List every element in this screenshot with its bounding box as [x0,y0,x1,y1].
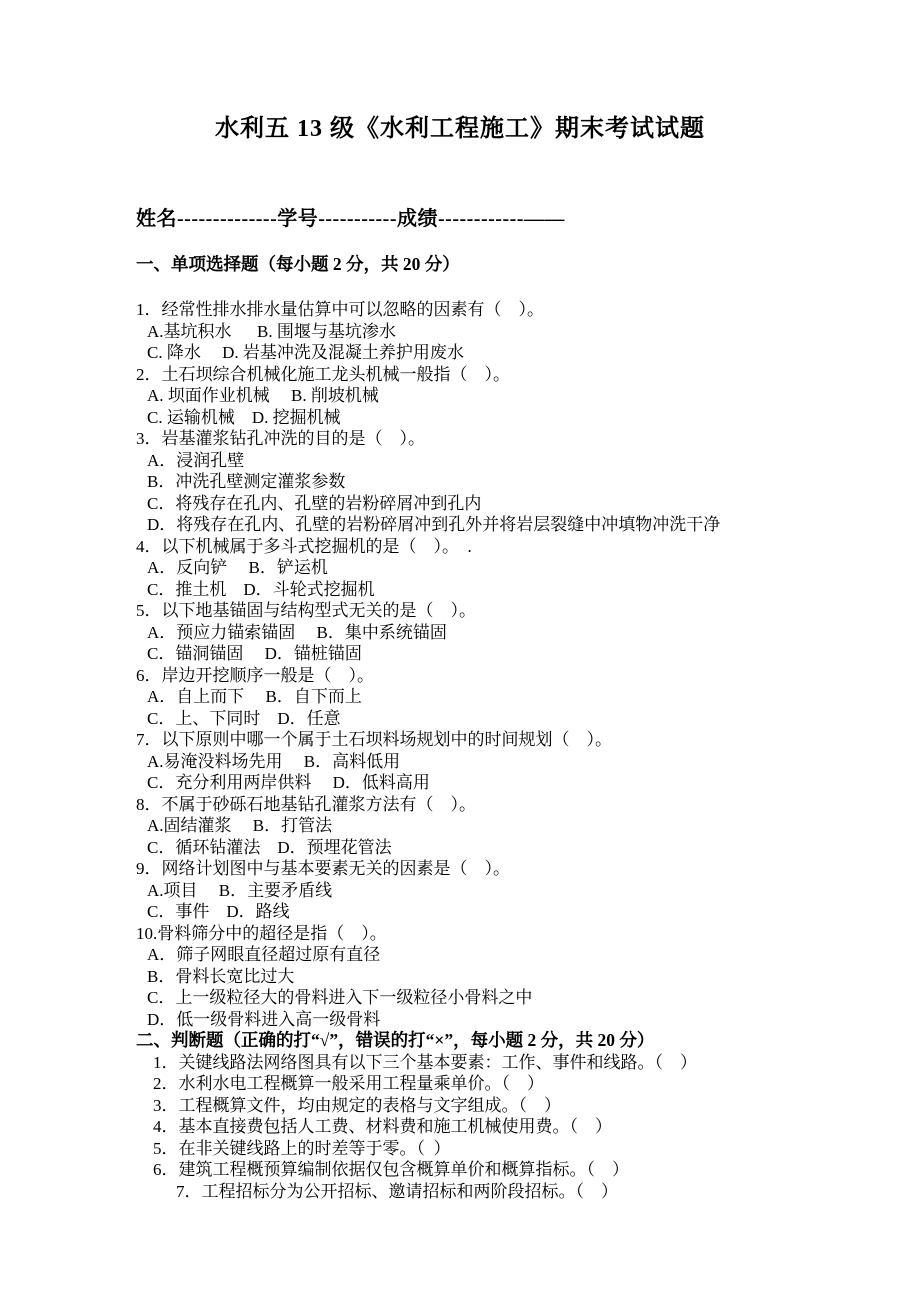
tf-item-1: 1．关键线路法网络图具有以下三个基本要素：工作、事件和线路。（ ） [153,1052,697,1072]
question-7-options-cd: C．充分利用两岸供料 D．低料高用 [147,773,430,792]
question-5-stem: 5．以下地基锚固与结构型式无关的是（ ）。 [136,601,476,620]
question-3-option-d: D．将残存在孔内、孔壁的岩粉碎屑冲到孔外并将岩层裂缝中冲填物冲洗干净 [147,515,721,534]
question-4-stem: 4．以下机械属于多斗式挖掘机的是（ ）。 . [136,536,472,556]
question-1-stem: 1．经常性排水排水量估算中可以忽略的因素有（ ）。 [136,300,544,319]
question-1-options-cd: C. 降水 D. 岩基冲洗及混凝土养护用废水 [147,343,464,362]
question-8-options-cd: C．循环钻灌法 D．预埋花管法 [147,837,392,857]
question-10-option-d: D．低一级骨料进入高一级骨料 [147,1009,381,1029]
exam-body [136,253,816,1202]
question-9-stem: 9．网络计划图中与基本要素无关的因素是（ ）。 [136,859,510,878]
question-6-stem: 6．岸边开挖顺序一般是（ ）。 [136,665,374,685]
section1-heading: 一、单项选择题（每小题 2 分，共 20 分） [136,254,460,274]
question-2-options-cd: C. 运输机械 D. 挖掘机械 [147,407,341,427]
question-3-stem: 3．岩基灌浆钻孔冲洗的目的是（ ）。 [136,429,425,448]
question-10-option-c: C．上一级粒径大的骨料进入下一级粒径小骨料之中 [147,988,533,1007]
question-2-options-ab: A. 坝面作业机械 B. 削坡机械 [147,386,379,405]
question-8-stem: 8．不属于砂砾石地基钻孔灌浆方法有（ ）。 [136,794,476,814]
question-9-options-cd: C．事件 D．路线 [147,902,290,921]
question-6-options-cd: C．上、下同时 D．任意 [147,708,341,728]
question-7-stem: 7．以下原则中哪一个属于土石坝料场规划中的时间规划（ ）。 [136,730,612,749]
question-1-options-ab: A.基坑积水 B. 围堰与基坑渗水 [147,321,396,341]
tf-item-4: 4．基本直接费包括人工费、材料费和施工机械使用费。（ ） [153,1117,612,1136]
question-2-stem: 2．土石坝综合机械化施工龙头机械一般指（ ）。 [136,364,510,384]
tf-item-5: 5．在非关键线路上的时差等于零。（ ） [153,1138,451,1158]
section2-heading: 二、判断题（正确的打“√”，错误的打“×”，每小题 2 分，共 20 分） [136,1030,655,1050]
question-4-options-cd: C．推土机 D．斗轮式挖掘机 [147,579,375,599]
question-3-option-a: A．浸润孔壁 [147,450,245,470]
tf-item-3: 3．工程概算文件，均由规定的表格与文字组成。（ ） [153,1095,561,1115]
question-10-option-a: A．筛子网眼直径超过原有直径 [147,945,381,964]
question-4-options-ab: A．反向铲 B．铲运机 [147,558,328,577]
question-9-options-ab: A.项目 B．主要矛盾线 [147,880,333,900]
question-7-options-ab: A.易淹没料场先用 B．高料低用 [147,751,401,771]
question-8-options-ab: A.固结灌浆 B．打管法 [147,816,333,835]
tf-item-2: 2．水利水电工程概算一般采用工程量乘单价。（ ） [153,1074,544,1093]
question-6-options-ab: A．自上而下 B．自下而上 [147,687,362,706]
question-10-stem: 10.骨料筛分中的超径是指（ ）。 [136,923,387,943]
name-id-score-fill-line: 姓名--------------学号-----------成绩------------—— [136,208,565,230]
question-3-option-b: B．冲洗孔壁测定灌浆参数 [147,472,346,491]
question-10-option-b: B．骨料长宽比过大 [147,966,295,986]
tf-item-7: 7．工程招标分为公开招标、邀请招标和两阶段招标。（ ） [176,1181,618,1201]
tf-item-6: 6．建筑工程概预算编制依据仅包含概算单价和概算指标。（ ） [153,1160,629,1179]
exam-title: 水利五 13 级《水利工程施工》期末考试试题 [215,116,705,142]
question-5-options-ab: A．预应力锚索锚固 B．集中系统锚固 [147,622,447,642]
question-3-option-c: C．将残存在孔内、孔壁的岩粉碎屑冲到孔内 [147,493,482,513]
question-5-options-cd: C．锚洞锚固 D．锚桩锚固 [147,644,362,663]
